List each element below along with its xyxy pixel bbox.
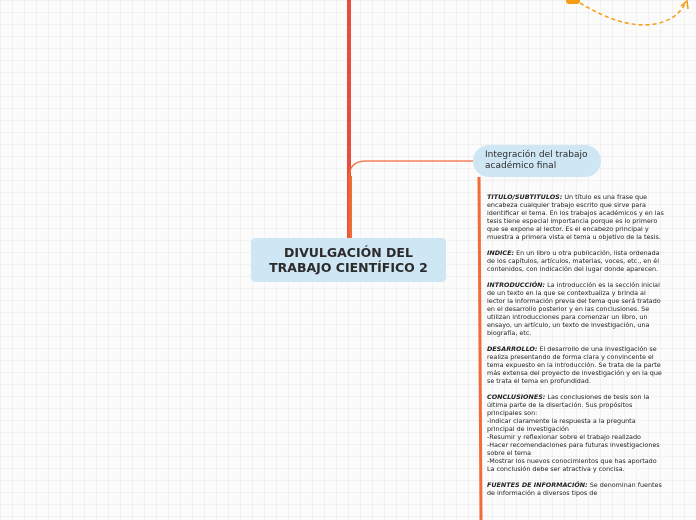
note-heading: TITULO/SUBTITULOS: [487, 193, 563, 201]
conclusion-item: -Hacer recomendaciones para futuras investigaciones sobre el tema [487, 441, 660, 457]
note-introduccion [487, 281, 665, 337]
subtopic-line2: académico final [485, 161, 557, 171]
conclusion-item: -Resumir y reflexionar sobre el trabajo realizado [487, 433, 641, 441]
notes-block [487, 193, 665, 505]
conclusion-item: La conclusión debe ser atractiva y concisa. [487, 465, 625, 473]
note-text: Se denominan fuentes de información a diversos tipos de [487, 481, 662, 497]
note-heading: INTRODUCCIÓN: [487, 281, 546, 289]
note-heading: DESARROLLO: [487, 345, 538, 353]
conclusion-item: -Indicar claramente la respuesta a la pregunta principal de investigación [487, 417, 636, 433]
note-fuentes [487, 481, 665, 497]
note-heading: FUENTES DE INFORMACIÓN: [487, 481, 588, 489]
note-titulo [487, 193, 665, 241]
note-text: Las conclusiones de tesis son la última parte de la disertación. Sus propósitos principales son: [487, 393, 650, 417]
note-heading: INDICE: [487, 249, 515, 257]
note-text: Un título es una frase que encabeza cualquier trabajo escrito que sirve para identificar el tema. En los trabajos académicos y en las tesis tiene especial importancia porque es lo primero que se expone al lector. Es el encabezo principal y muestra a primera vista el tema u objetivo de la tesis. [487, 193, 664, 241]
note-text: En un libro u otra publicación, lista ordenada de los capítulos, artículos, materias, voces, etc., en él contenidos, con indicación del lugar donde aparecen. [487, 249, 660, 273]
note-desarrollo [487, 345, 665, 385]
central-topic-line2: TRABAJO CIENTÍFICO 2 [269, 260, 428, 275]
conclusion-item: -Mostrar los nuevos conocimientos que has aportado [487, 457, 657, 465]
orange-tag-shape[interactable] [566, 0, 580, 4]
note-conclusiones [487, 393, 665, 473]
note-text: El desarrollo de una investigación se realiza presentando de forma clara y convincente el tema expuesto en la introducción. Se trata de la parte más extensa del proyecto de investigación y en la que se trata el tema en profundidad. [487, 345, 662, 385]
dashed-link [580, 2, 686, 25]
central-topic-node[interactable] [251, 238, 446, 282]
branch-to-topic [349, 161, 473, 238]
note-text: La introducción es la sección inicial de un texto en la que se contextualiza y brinda al lector la información previa del tema que será tratado en el desarrollo posterior y en las conclusiones. Se utilizan introducciones para comenzar un libro, un ensayo, un artículo, un texto de investigación, una biografía, etc. [487, 281, 661, 337]
notes-vertical-line [479, 177, 481, 520]
central-topic-line1: DIVULGACIÓN DEL [284, 245, 413, 260]
note-indice [487, 249, 665, 273]
subtopic-line1: Integración del trabajo [485, 150, 588, 160]
subtopic-node[interactable] [473, 145, 601, 177]
note-heading: CONCLUSIONES: [487, 393, 546, 401]
